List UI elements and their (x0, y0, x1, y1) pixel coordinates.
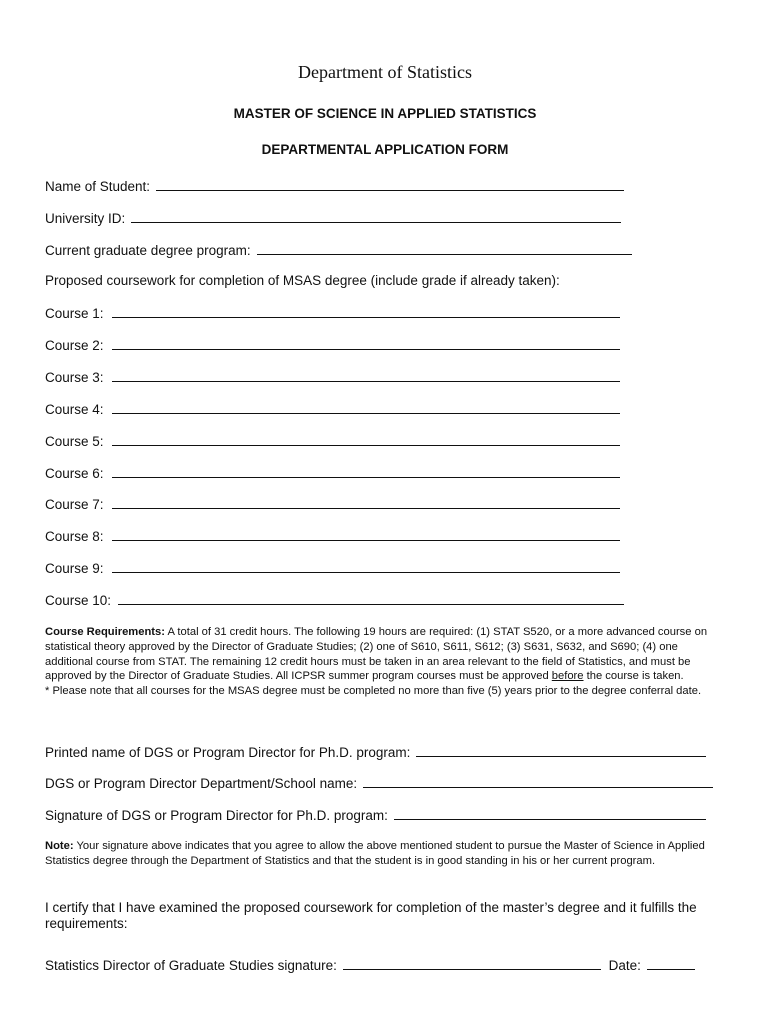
requirements-text-after: the course is taken. (583, 670, 684, 683)
requirements-text: A total of 31 credit hours. The following 19 hours are required: (1) STAT S520, or a more advanced course on statistical theory approved by the Director of Graduate Studies; (2) one of S610, S611, S612; (3) S631, S632, and S690; (4) one additional course from STAT. The remaining 12 credit hours must be taken in an area relevant to the field of Statistics, and must be approved by the Director of Graduate Studies. All ICPSR summer program courses must be approved (45, 626, 708, 683)
course-row (45, 496, 620, 512)
course-10-field[interactable] (118, 592, 624, 605)
course-row (45, 337, 620, 353)
dgs-signature-field[interactable] (343, 957, 601, 970)
director-department-row (45, 775, 713, 791)
course-label: Course 8: (45, 529, 104, 544)
university-id-row (45, 210, 621, 226)
form-title: DEPARTMENTAL APPLICATION FORM (261, 142, 509, 157)
course-5-field[interactable] (112, 433, 620, 446)
student-name-label: Name of Student: (45, 179, 151, 194)
certify-statement: I certify that I have examined the proposed coursework for completion of the master’s degree and it fulfills the requirements: (45, 900, 697, 931)
printed-name-field[interactable] (416, 744, 706, 757)
requirements-heading: Course Requirements: (45, 626, 165, 638)
course-label: Course 3: (45, 370, 104, 385)
course-row (45, 305, 620, 321)
course-label: Course 10: (45, 593, 112, 608)
student-name-row (45, 178, 624, 194)
course-8-field[interactable] (112, 528, 620, 541)
course-label: Course 4: (45, 402, 104, 417)
director-signature-row (45, 807, 706, 823)
director-signature-field[interactable] (394, 807, 706, 820)
course-label: Course 1: (45, 306, 104, 321)
dgs-signature-label: Statistics Director of Graduate Studies signature: (45, 958, 337, 973)
course-row (45, 433, 620, 449)
course-9-field[interactable] (112, 560, 620, 573)
director-signature-label: Signature of DGS or Program Director for Ph.D. program: (45, 808, 388, 823)
course-label: Course 6: (45, 466, 104, 481)
degree-program-row (45, 242, 632, 258)
course-1-field[interactable] (112, 305, 620, 318)
course-row (45, 560, 620, 576)
director-department-label: DGS or Program Director Department/School name: (45, 776, 358, 791)
course-row (45, 401, 620, 417)
degree-program-label: Current graduate degree program: (45, 243, 251, 258)
course-label: Course 7: (45, 497, 104, 512)
course-2-field[interactable] (112, 337, 620, 350)
course-6-field[interactable] (112, 465, 620, 478)
degree-program-field[interactable] (257, 242, 632, 255)
course-requirements (45, 625, 725, 699)
department-title: Department of Statistics (298, 62, 472, 82)
course-row (45, 369, 620, 385)
printed-name-row (45, 744, 706, 760)
final-signature-row (45, 957, 695, 973)
course-row (45, 465, 620, 481)
university-id-field[interactable] (131, 210, 621, 223)
note-heading: Note: (45, 840, 74, 852)
date-field[interactable] (647, 957, 695, 970)
course-row (45, 528, 620, 544)
program-title: MASTER OF SCIENCE IN APPLIED STATISTICS (233, 106, 537, 121)
university-id-label: University ID: (45, 211, 126, 226)
proposed-coursework-label: Proposed coursework for completion of MSAS degree (include grade if already taken): (45, 273, 560, 288)
student-name-field[interactable] (156, 178, 624, 191)
printed-name-label: Printed name of DGS or Program Director for Ph.D. program: (45, 745, 411, 760)
course-label: Course 2: (45, 338, 104, 353)
course-label: Course 9: (45, 561, 104, 576)
note-block (45, 839, 727, 870)
requirements-underlined: before (551, 670, 584, 683)
date-label: Date: (608, 958, 641, 973)
director-department-field[interactable] (363, 775, 713, 788)
course-3-field[interactable] (112, 369, 620, 382)
note-text: Your signature above indicates that you agree to allow the above mentioned student to pursue the Master of Science in Applied Statistics degree through the Department of Statistics and that the student is in good standing in his or her current program. (45, 840, 705, 868)
course-4-field[interactable] (112, 401, 620, 414)
course-7-field[interactable] (112, 496, 620, 509)
completion-note: * Please note that all courses for the MSAS degree must be completed no more than five (5) years prior to the degree conferral date. (45, 685, 702, 698)
course-label: Course 5: (45, 434, 104, 449)
course-row (45, 592, 624, 608)
